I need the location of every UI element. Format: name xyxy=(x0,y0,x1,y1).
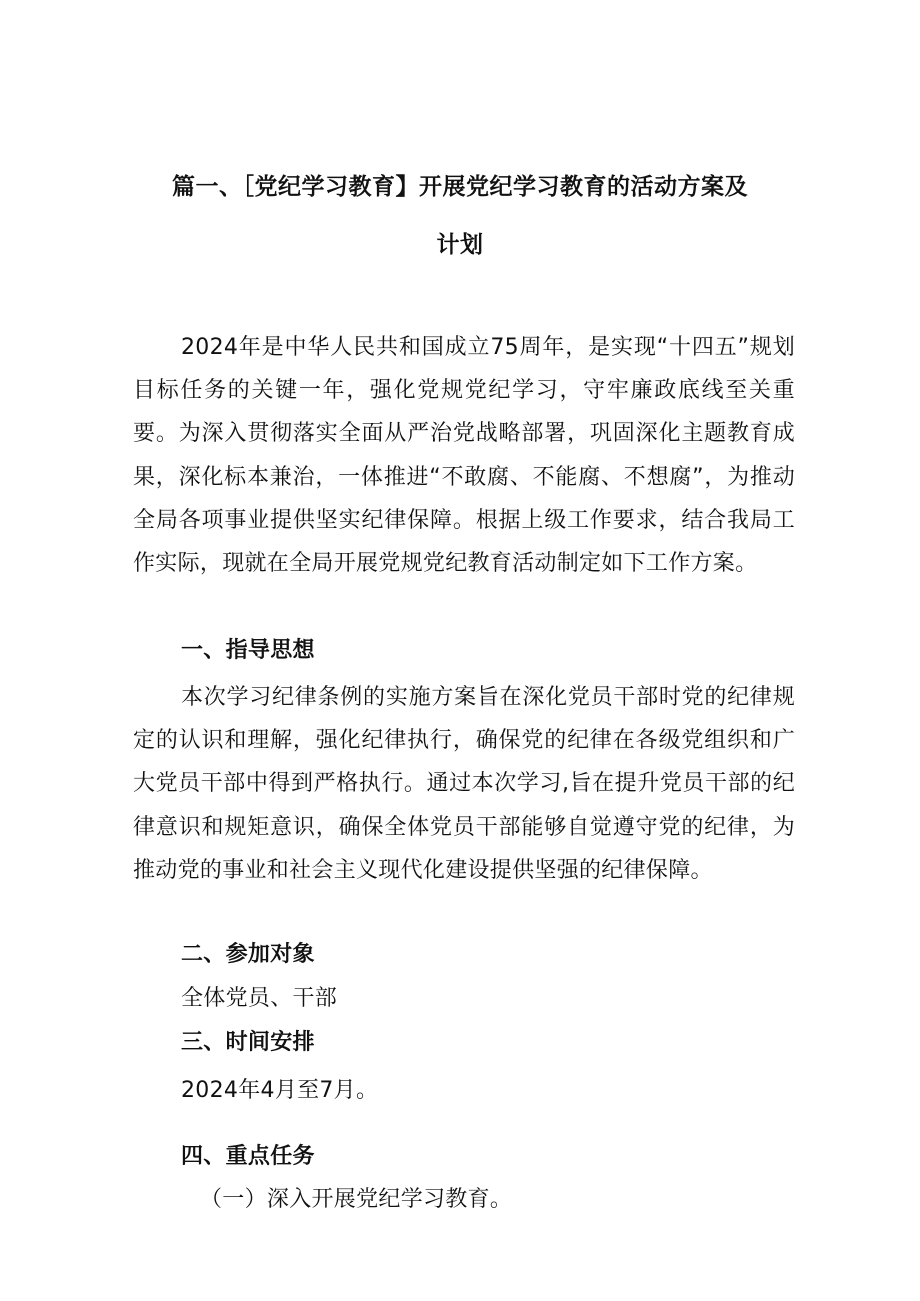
schedule-text: 2024年4月至7月。 xyxy=(181,1078,379,1103)
participants-text: 全体党员、干部 xyxy=(181,986,338,1011)
section-heading-schedule: 三、时间安排 xyxy=(181,1030,315,1055)
section-heading-participants: 二、参加对象 xyxy=(181,942,315,967)
section-heading-key-tasks: 四、重点任务 xyxy=(181,1144,315,1169)
document-title-line-1: 篇一、［党纪学习教育】开展党纪学习教育的活动方案及 xyxy=(172,174,748,200)
intro-paragraph: 2024年是中华人民共和国成立75周年，是实现“十四五”规划目标任务的关键一年，强化党规党纪学习，守牢廉政底线至关重要。为深入贯彻落实全面从严治党战略部署，巩固深化主题教育成果，深化标本兼治，一体推进“不敢腐、不能腐、不想腐”，为推动全局各项事业提供坚实纪律保障。根据上级工作要求，结合我局工作实际，现就在全局开展党规党纪教育活动制定如下工作方案。 xyxy=(133,335,795,577)
guiding-ideology-paragraph: 本次学习纪律条例的实施方案旨在深化党员干部时党的纪律规定的认识和理解，强化纪律执行，确保党的纪律在各级党组织和广大党员干部中得到严格执行。通过本次学习,旨在提升党员干部的纪律意识和规矩意识，确保全体党员干部能够自觉遵守党的纪律，为推动党的事业和社会主义现代化建设提供坚强的纪律保障。 xyxy=(133,685,795,883)
key-task-item-1: （一）深入开展党纪学习教育。 xyxy=(200,1187,513,1212)
section-heading-guiding-ideology: 一、指导思想 xyxy=(181,638,315,663)
document-title-line-2: 计划 xyxy=(436,232,484,258)
